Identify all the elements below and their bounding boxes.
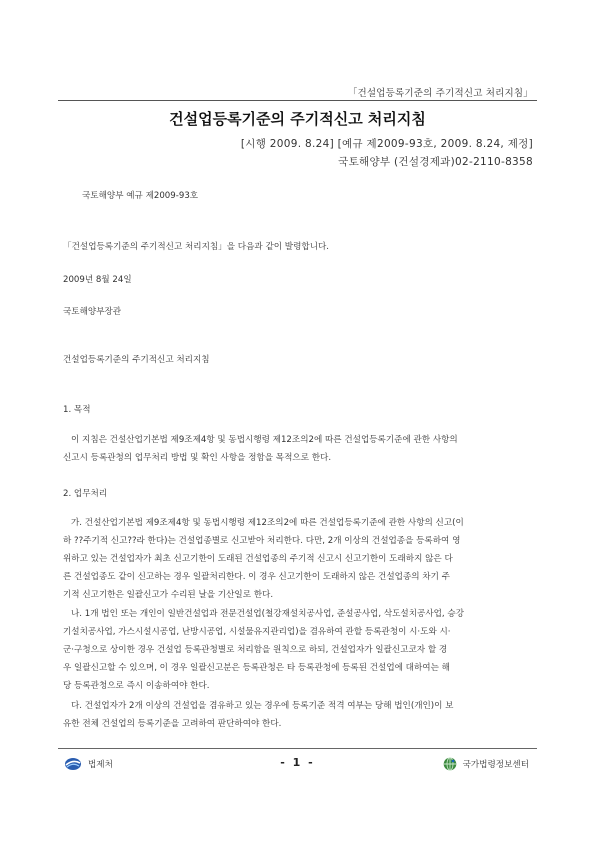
text-line: 하 ??주기적 신고??라 한다)는 건설업종별로 신고받아 처리한다. 다만, 2개 이상의 건설업종을 등록하여 영	[63, 536, 461, 546]
text-line: 군·구청으로 상이한 경우 건설업 등록관청별로 처리함을 원칙으로 하되, 건설업자가 일괄신고코자 할 경	[63, 645, 448, 655]
section-1-paragraph	[63, 431, 535, 467]
text-line: 가. 건설산업기본법 제9조제4항 및 동법시행령 제12조의2에 따른 건설업등록기준에 관한 사항의 신고(이	[71, 518, 464, 528]
document-title: 건설업등록기준의 주기적신고 처리지침	[169, 110, 426, 128]
section-2-heading: 2. 업무처리	[63, 489, 108, 499]
text-line: 기적 신고기한은 일괄신고가 수리된 날을 기산일로 한다.	[63, 590, 274, 600]
issuer-line: 국토해양부 예규 제2009-93호	[82, 191, 199, 201]
section-1-heading: 1. 목적	[63, 405, 91, 415]
text-line: 나. 1개 법인 또는 개인이 일반건설업과 전문건설업(철강재설치공사업, 준설공사업, 삭도설치공사업, 승강	[71, 609, 464, 619]
text-line: 위하고 있는 건설업자가 최초 신고기한이 도래된 건설업종의 주기적 신고시 신고기한이 도래하지 않은 다	[63, 554, 453, 564]
agency-contact: 국토해양부 (건설경제과)02-2110-8358	[338, 156, 533, 168]
enactment-info: [시행 2009. 8.24] [예규 제2009-93호, 2009. 8.24, 제정]	[240, 138, 533, 150]
footer-right-label: 국가법령정보센터	[462, 760, 529, 770]
footer-left-label: 법제처	[88, 760, 113, 770]
text-line: 신고시 등록관청의 업무처리 방법 및 확인 사항을 정함을 목적으로 한다.	[63, 453, 332, 463]
item-ga-paragraph	[63, 514, 535, 604]
text-line: 당 등록관청으로 즉시 이송하여야 한다.	[63, 681, 210, 691]
announcement: 「건설업등록기준의 주기적신고 처리지침」을 다음과 같이 발령합니다.	[63, 242, 330, 252]
header-divider	[58, 100, 537, 101]
text-line: 른 건설업종도 같이 신고하는 경우 일괄처리한다. 이 경우 신고기한이 도래하지 않은 건설업종의 차기 주	[63, 572, 450, 582]
text-line: 우 일괄신고할 수 있으며, 이 경우 일괄신고분은 등록관청은 타 등록관청에 등록된 건설업에 대하여는 해	[63, 663, 450, 673]
text-line: 이 지침은 건설산업기본법 제9조제4항 및 동법시행령 제12조의2에 따른 건설업등록기준에 관한 사항의	[71, 435, 458, 445]
guideline-title: 건설업등록기준의 주기적신고 처리지침	[63, 355, 210, 365]
text-line: 유한 전체 건설업의 등록기준을 고려하여 판단하여야 한다.	[63, 719, 282, 729]
item-na-paragraph	[63, 605, 535, 695]
text-line: 다. 건설업자가 2개 이상의 건설업을 겸유하고 있는 경우에 등록기준 적격 여부는 당해 법인(개인)이 보	[71, 701, 454, 711]
page-number: - 1 -	[280, 756, 315, 769]
running-title: 「건설업등록기준의 주기적신고 처리지침」	[347, 88, 533, 99]
minister: 국토해양부장관	[63, 307, 122, 317]
text-line: 기설치공사업, 가스시설시공업, 난방시공업, 시설물유지관리업)을 겸유하여 관할 등록관청이 시·도와 시·	[63, 627, 451, 637]
footer-divider	[58, 748, 537, 749]
item-da-paragraph	[63, 697, 535, 733]
issue-date: 2009년 8월 24일	[63, 275, 132, 285]
footer-portal[interactable]	[443, 757, 529, 771]
globe-logo-icon	[443, 757, 457, 771]
